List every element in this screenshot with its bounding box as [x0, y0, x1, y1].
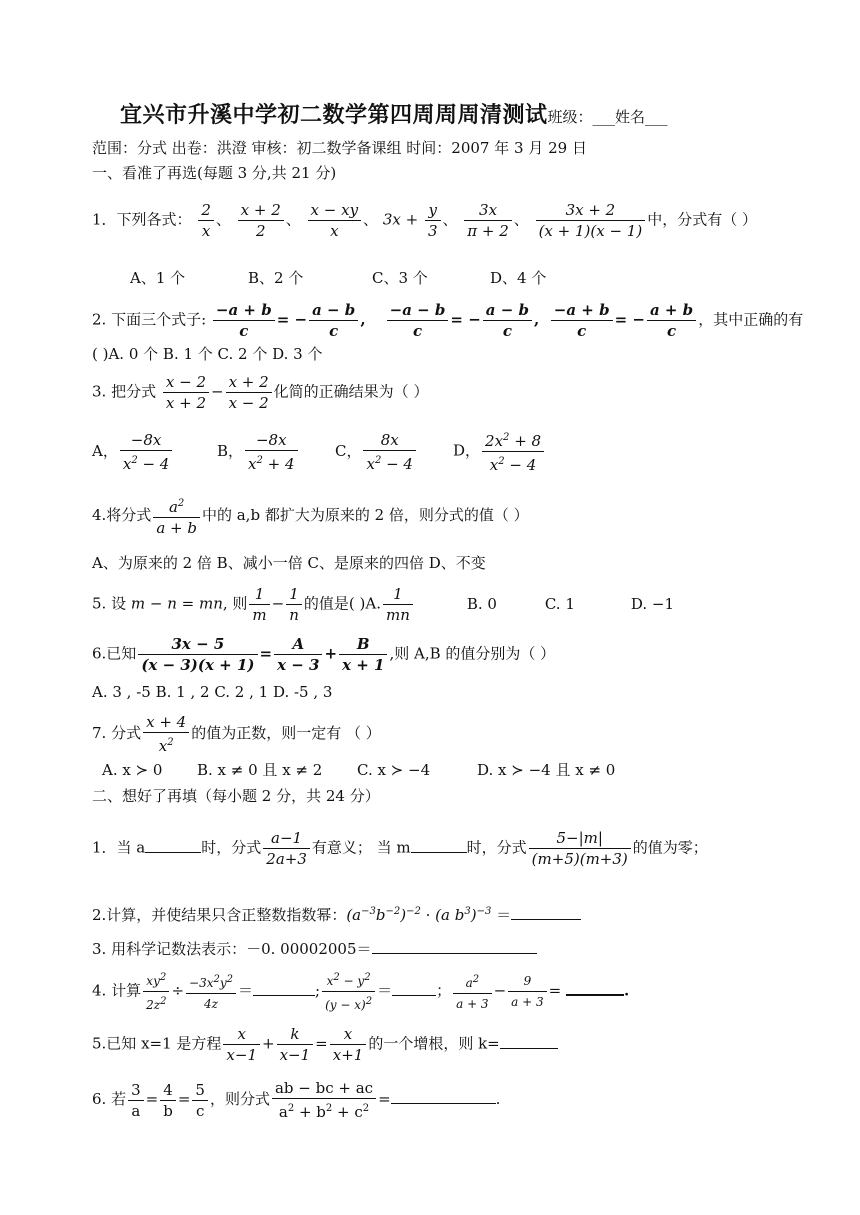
f1-blank-m[interactable]	[411, 837, 467, 853]
q5-option-c: C. 1	[544, 594, 575, 613]
question-4	[92, 494, 790, 538]
q2-fraction: $\frac{-a + b}{c}$	[551, 300, 613, 341]
q1-option-a: A、1 个	[130, 269, 186, 287]
q3-option-a: A， $\frac{-8x}{x^2 - 4}$	[92, 430, 217, 474]
q3-prefix: 3. 把分式	[92, 382, 157, 401]
q4-suffix: 中的 a,b 都扩大为原来的 2 倍，则分式的值（ ）	[201, 506, 529, 524]
q4-options: A、为原来的 2 倍 B、减小一倍 C、是原来的四倍 D、不变	[92, 554, 486, 572]
f4-semi2: ；	[436, 981, 452, 1000]
section2-heading: 二、想好了再填（每小题 2 分，共 24 分）	[92, 787, 380, 805]
f2-text: 2.计算，并使结果只含正整数指数幂：	[92, 906, 347, 924]
question-1: 1．下列各式： $\frac{2}{x}$ 、 $\frac{x + 2}{2}$ 、 $\frac{x - xy}{x}$ 、 3x + $\frac{y}{3}$ 、 $\frac{3x}{\pi + 2}$ 、 $\frac{3x + 2}{(x + 1)(x - 1)}$ 中，分式有（ ）	[92, 201, 757, 240]
q2-options: ( )A. 0 个 B. 1 个 C. 2 个 D. 3 个	[92, 345, 323, 363]
exam-info: 范围：分式 出卷：洪澄 审核：初二数学备课组 时间：2007 年 3 月 29 日	[92, 139, 587, 157]
q1-fraction: $\frac{3x}{\pi + 2}$	[464, 200, 512, 241]
f1-text-e: 的值为零；	[632, 838, 708, 857]
fill-question-2	[92, 902, 790, 925]
fill-question-3	[92, 938, 790, 959]
page-title	[120, 98, 668, 129]
f3-text: 3. 用科学记数法表示：－0. 00002005＝	[92, 940, 372, 958]
q1-option-d: D、4 个	[490, 269, 547, 287]
q6-options: A. 3 , -5 B. 1 , 2 C. 2 , 1 D. -5 , 3	[92, 683, 333, 701]
q7-fraction: $\frac{x + 4}{x^2}$	[143, 712, 189, 756]
q1-options	[130, 268, 790, 288]
q1-prefix: 1．下列各式：	[92, 210, 192, 229]
f6-fraction: $\frac{5}{c}$	[192, 1080, 208, 1121]
f4-blank-3[interactable]	[566, 979, 624, 996]
f5-blank[interactable]	[500, 1033, 558, 1049]
q5-fraction: $\frac{1}{n}$	[286, 584, 302, 625]
f5-end: 的一个增根，则 k=	[368, 1034, 500, 1053]
q4-prefix: 4.将分式	[92, 506, 152, 524]
fill-question-6: 6. 若 $\frac{3}{a}$ = $\frac{4}{b}$ = $\frac{5}{c}$ ，则分式 $\frac{ab - bc + ac}{a^2 + b^2 + c^2}$ = .	[92, 1079, 501, 1121]
q6-fraction: $\frac{3x - 5}{(x - 3)(x + 1)}$	[138, 634, 257, 675]
question-7	[92, 712, 790, 756]
q2-fraction: $\frac{a + b}{c}$	[647, 300, 696, 341]
f4-blank-2[interactable]	[392, 980, 436, 996]
f4-fraction: $\frac{x^2 - y^2}{(y - x)^2}$	[322, 968, 375, 1015]
f1-blank-a[interactable]	[145, 837, 201, 853]
q4-fraction: $\frac{a^2}{a + b}$	[153, 494, 200, 538]
f2-blank[interactable]	[511, 904, 581, 920]
q6-suffix: ,则 A,B 的值分别为（ ）	[389, 644, 556, 663]
q6-fraction: $\frac{A}{x - 3}$	[274, 634, 322, 675]
q3-fraction: $\frac{x + 2}{x - 2}$	[226, 372, 272, 413]
f4-semi: ;	[315, 981, 321, 1000]
f2-expression: $(a^{-3}b^{-2})^{-2} \cdot (a$ $b^3)^{-3}$	[346, 906, 492, 924]
class-name-label: 班级：___姓名___	[547, 108, 668, 126]
f4-fraction: $\frac{9}{a + 3}$	[508, 971, 546, 1012]
f4-fraction: $\frac{-3x^2y^2}{4z}$	[186, 970, 236, 1014]
q5-option-b: B. 0	[466, 594, 497, 613]
f1-fraction: $\frac{a-1}{2a+3}$	[263, 828, 310, 869]
q5-option-d: D. −1	[630, 594, 674, 613]
fill-question-5: 5.已知 x=1 是方程 $\frac{x}{x-1}$ + $\frac{k}{x-1}$ = $\frac{x}{x+1}$ 的一个增根，则 k=	[92, 1024, 790, 1065]
q2-fraction: $\frac{a - b}{c}$	[483, 300, 532, 341]
question-5: 5. 设 m − n = mn, 则 $\frac{1}{m}$ − $\frac{1}{n}$ 的值是( )A. $\frac{1}{mn}$ B. 0 C. 1 D. −1	[92, 585, 674, 624]
title-main: 宜兴市升溪中学初二数学第四周周周清测试	[120, 102, 548, 128]
q3-option-d: D， $\frac{2x^2 + 8}{x^2 - 4}$	[453, 428, 546, 475]
q7-prefix: 7. 分式	[92, 724, 142, 742]
q6-fraction: $\frac{B}{x + 1}$	[339, 634, 387, 675]
f1-text-a: 1．当 a	[92, 838, 146, 857]
q3-suffix: 化简的正确结果为（ ）	[273, 382, 429, 401]
f4-end: .	[623, 981, 630, 1000]
q3-option-c: C， $\frac{8x}{x^2 - 4}$	[335, 430, 453, 474]
q1-suffix: 中，分式有（ ）	[647, 210, 757, 229]
f4-eq2: ＝	[377, 981, 393, 1000]
f6-fraction: $\frac{4}{b}$	[160, 1080, 176, 1121]
f1-text-c: 有意义； 当 m	[311, 838, 411, 857]
q2-fraction: $\frac{-a + b}{c}$	[213, 300, 275, 341]
q1-expression: 3x +	[382, 210, 419, 229]
q7-option-b: B. x ≠ 0 且 x ≠ 2	[197, 761, 323, 779]
f6-fraction: $\frac{ab - bc + ac}{a^2 + b^2 + c^2}$	[272, 1078, 376, 1122]
q2-fraction: $\frac{a - b}{c}$	[309, 300, 358, 341]
q7-option-d: D. x ≻ −4 且 x ≠ 0	[477, 761, 616, 779]
f5-fraction: $\frac{x}{x-1}$	[223, 1024, 260, 1065]
q5-fraction: $\frac{1}{m}$	[249, 584, 269, 625]
f4-blank-1[interactable]	[253, 980, 315, 996]
f5-fraction: $\frac{x}{x+1}$	[330, 1024, 367, 1065]
f2-equals: ＝	[496, 906, 512, 924]
question-3: 3. 把分式 $\frac{x - 2}{x + 2}$ − $\frac{x + 2}{x - 2}$ 化简的正确结果为（ ）	[92, 373, 429, 412]
q1-fraction: $\frac{x - xy}{x}$	[308, 200, 362, 241]
f6-mid: ，则分式	[209, 1090, 270, 1108]
q7-option-a: A. x ≻ 0	[102, 761, 163, 779]
f6-fraction: $\frac{3}{a}$	[128, 1080, 144, 1121]
q5-equation: m − n = mn	[130, 594, 223, 613]
question-6: 6.已知 $\frac{3x - 5}{(x - 3)(x + 1)}$ = $\frac{A}{x - 3}$ + $\frac{B}{x + 1}$ ,则 A,B 的值分别为（ ）	[92, 635, 556, 674]
q2-fraction: $\frac{-a - b}{c}$	[387, 300, 449, 341]
f4-fraction: $\frac{a^2}{a + 3}$	[453, 970, 491, 1014]
q5-option-a-fraction: $\frac{1}{mn}$	[383, 584, 413, 625]
q1-fraction: $\frac{3x + 2}{(x + 1)(x - 1)}$	[536, 200, 646, 241]
q7-suffix: 的值为正数，则一定有 （ ）	[191, 724, 381, 742]
question-2: 2. 下面三个式子: $\frac{-a + b}{c}$ = − $\frac{a - b}{c}$ , $\frac{-a - b}{c}$ = − $\frac{a - b}{c}$ , $\frac{-a + b}{c}$ = − $\frac{a + b}{c}$ ，其中正确的有	[92, 301, 804, 340]
q2-suffix: ，其中正确的有	[698, 310, 804, 329]
q1-fraction: $\frac{x + 2}{2}$	[238, 200, 284, 241]
fill-question-1	[92, 828, 790, 869]
q3-fraction: $\frac{x - 2}{x + 2}$	[163, 372, 209, 413]
q1-option-c: C、3 个	[372, 269, 428, 287]
q7-options	[102, 760, 790, 780]
f6-blank[interactable]	[391, 1088, 496, 1104]
q1-option-b: B、2 个	[248, 269, 304, 287]
f6-prefix: 6. 若	[92, 1090, 127, 1108]
f6-end: =	[378, 1090, 391, 1108]
f4-eq1: ＝	[238, 981, 254, 1000]
q3-options	[92, 428, 790, 475]
f3-blank[interactable]	[372, 938, 537, 954]
f1-fraction: $\frac{5-|m|}{(m+5)(m+3)}$	[529, 828, 631, 869]
q3-option-b: B， $\frac{-8x}{x^2 + 4}$	[217, 430, 335, 474]
q7-option-c: C. x ≻ −4	[357, 761, 431, 779]
f1-text-b: 时，分式	[201, 838, 262, 857]
q5-prefix: 5. 设	[92, 594, 127, 613]
section1-heading: 一、看准了再选(每题 3 分,共 21 分)	[92, 164, 337, 182]
q5-mid2: 的值是( )A.	[303, 594, 381, 613]
f4-fraction: $\frac{xy^2}{2z^2}$	[143, 968, 169, 1015]
q5-mid: , 则	[222, 594, 248, 613]
q1-fraction: $\frac{2}{x}$	[198, 200, 214, 241]
f1-text-d: 时，分式	[466, 838, 527, 857]
f5-text: 5.已知 x=1 是方程	[92, 1034, 222, 1053]
f4-prefix: 4. 计算	[92, 981, 142, 1000]
q2-prefix: 2. 下面三个式子:	[92, 310, 207, 329]
f6-dot: .	[495, 1090, 501, 1108]
q6-prefix: 6.已知	[92, 644, 137, 663]
fill-question-4: 4. 计算 $\frac{xy^2}{2z^2}$ ÷ $\frac{-3x^2y^2}{4z}$ ＝ ; $\frac{x^2 - y^2}{(y - x)^2}$ ＝ ； $\frac{a^2}{a + 3}$ − $\frac{9}{a + 3}$ = .	[92, 968, 790, 1015]
f5-fraction: $\frac{k}{x-1}$	[277, 1024, 314, 1065]
q1-fraction: $\frac{y}{3}$	[425, 200, 441, 241]
